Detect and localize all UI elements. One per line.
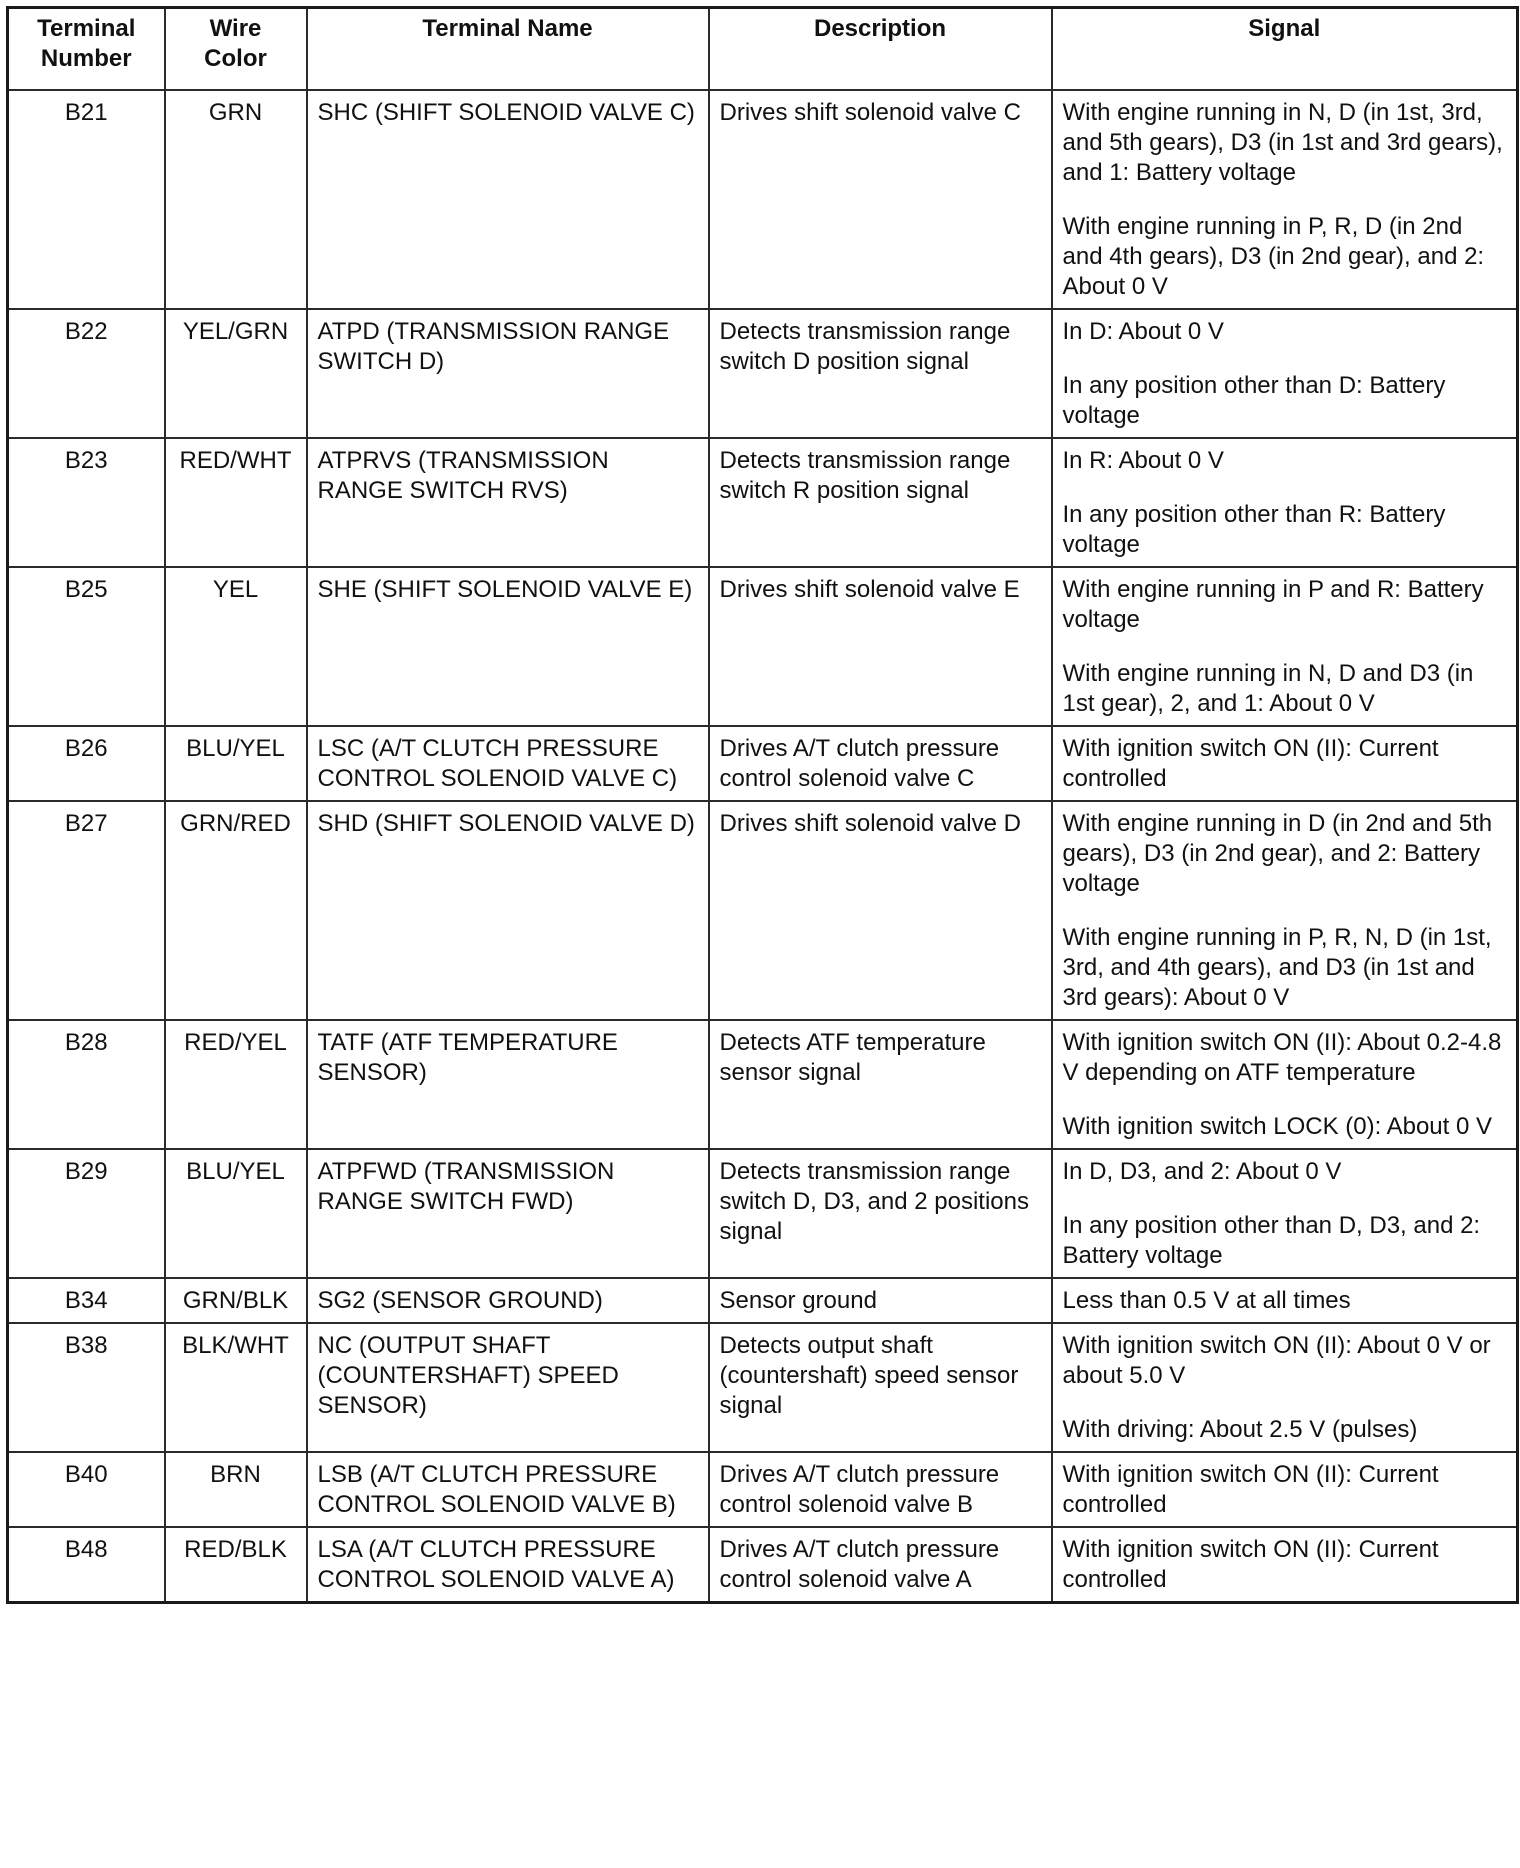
signal-line: In any position other than R: Battery voltage — [1062, 501, 1446, 558]
signal-line: With engine running in D (in 2nd and 5th gears), D3 (in 2nd gear), and 2: Battery voltage — [1062, 810, 1493, 897]
signal-cell — [1052, 567, 1518, 726]
signal-line: Less than 0.5 V at all times — [1062, 1287, 1351, 1314]
terminal-number-cell: B28 — [8, 1020, 165, 1149]
wire-color-cell: RED/WHT — [165, 438, 307, 567]
terminal-number-cell: B29 — [8, 1149, 165, 1278]
signal-line: With engine running in N, D (in 1st, 3rd, and 5th gears), D3 (in 1st and 3rd gears), and 1: Battery voltage — [1062, 99, 1503, 186]
wire-color-cell: YEL — [165, 567, 307, 726]
table-row — [8, 1149, 1518, 1278]
signal-cell — [1052, 90, 1518, 309]
wire-color-cell: BLK/WHT — [165, 1323, 307, 1452]
terminal-number-cell: B23 — [8, 438, 165, 567]
terminal-name-cell: SHD (SHIFT SOLENOID VALVE D) — [307, 801, 709, 1020]
signal-cell — [1052, 1527, 1518, 1603]
wire-color-cell: GRN/BLK — [165, 1278, 307, 1323]
table-row — [8, 90, 1518, 309]
signal-cell — [1052, 438, 1518, 567]
description-cell: Drives shift solenoid valve D — [709, 801, 1052, 1020]
terminal-number-cell: B26 — [8, 726, 165, 801]
wire-color-cell: YEL/GRN — [165, 309, 307, 438]
description-cell: Drives A/T clutch pressure control solenoid valve A — [709, 1527, 1052, 1603]
signal-line: In any position other than D: Battery voltage — [1062, 372, 1446, 429]
terminal-number-cell: B22 — [8, 309, 165, 438]
terminal-number-cell: B34 — [8, 1278, 165, 1323]
terminal-table — [6, 6, 1519, 1604]
table-row — [8, 1278, 1518, 1323]
table-body — [8, 90, 1518, 1603]
wire-color-cell: RED/YEL — [165, 1020, 307, 1149]
description-cell: Detects transmission range switch R position signal — [709, 438, 1052, 567]
signal-cell — [1052, 1149, 1518, 1278]
table-row — [8, 726, 1518, 801]
terminal-name-cell: SG2 (SENSOR GROUND) — [307, 1278, 709, 1323]
signal-line: With ignition switch ON (II): About 0 V or about 5.0 V — [1062, 1332, 1491, 1389]
signal-line: With ignition switch ON (II): Current controlled — [1062, 1536, 1439, 1593]
header-terminal-name: Terminal Name — [307, 8, 709, 91]
table-row — [8, 801, 1518, 1020]
table-row — [8, 438, 1518, 567]
terminal-name-cell: LSC (A/T CLUTCH PRESSURE CONTROL SOLENOID VALVE C) — [307, 726, 709, 801]
signal-cell — [1052, 1020, 1518, 1149]
terminal-number-cell: B40 — [8, 1452, 165, 1527]
signal-line: With engine running in P, R, N, D (in 1st, 3rd, and 4th gears), and D3 (in 1st and 3rd gears): About 0 V — [1062, 924, 1492, 1011]
terminal-name-cell: NC (OUTPUT SHAFT (COUNTERSHAFT) SPEED SENSOR) — [307, 1323, 709, 1452]
description-cell: Drives A/T clutch pressure control solenoid valve C — [709, 726, 1052, 801]
wire-color-cell: BRN — [165, 1452, 307, 1527]
terminal-name-cell: ATPRVS (TRANSMISSION RANGE SWITCH RVS) — [307, 438, 709, 567]
wire-color-cell: RED/BLK — [165, 1527, 307, 1603]
description-cell: Drives shift solenoid valve E — [709, 567, 1052, 726]
header-row — [8, 8, 1518, 91]
signal-cell — [1052, 1452, 1518, 1527]
signal-line: In D, D3, and 2: About 0 V — [1062, 1158, 1342, 1185]
signal-line: With ignition switch ON (II): Current controlled — [1062, 1461, 1439, 1518]
terminal-number-cell: B48 — [8, 1527, 165, 1603]
terminal-name-cell: SHC (SHIFT SOLENOID VALVE C) — [307, 90, 709, 309]
signal-cell — [1052, 726, 1518, 801]
signal-line: In R: About 0 V — [1062, 447, 1224, 474]
signal-line: With driving: About 2.5 V (pulses) — [1062, 1416, 1418, 1443]
terminal-number-cell: B21 — [8, 90, 165, 309]
signal-line: With engine running in P, R, D (in 2nd and 4th gears), D3 (in 2nd gear), and 2: About 0 V — [1062, 213, 1485, 300]
wire-color-cell: BLU/YEL — [165, 1149, 307, 1278]
signal-cell — [1052, 309, 1518, 438]
signal-line: With engine running in P and R: Battery voltage — [1062, 576, 1484, 633]
terminal-name-cell: LSA (A/T CLUTCH PRESSURE CONTROL SOLENOID VALVE A) — [307, 1527, 709, 1603]
header-terminal-number: Terminal Number — [8, 8, 165, 91]
description-cell: Drives A/T clutch pressure control solenoid valve B — [709, 1452, 1052, 1527]
description-cell: Drives shift solenoid valve C — [709, 90, 1052, 309]
description-cell: Detects transmission range switch D, D3, and 2 positions signal — [709, 1149, 1052, 1278]
wire-color-cell: BLU/YEL — [165, 726, 307, 801]
table-row — [8, 309, 1518, 438]
description-cell: Sensor ground — [709, 1278, 1052, 1323]
signal-line: With ignition switch LOCK (0): About 0 V — [1062, 1113, 1493, 1140]
terminal-name-cell: SHE (SHIFT SOLENOID VALVE E) — [307, 567, 709, 726]
signal-line: In any position other than D, D3, and 2: Battery voltage — [1062, 1212, 1481, 1269]
wire-color-cell: GRN — [165, 90, 307, 309]
terminal-name-cell: ATPD (TRANSMISSION RANGE SWITCH D) — [307, 309, 709, 438]
header-description: Description — [709, 8, 1052, 91]
signal-line: In D: About 0 V — [1062, 318, 1224, 345]
terminal-number-cell: B27 — [8, 801, 165, 1020]
signal-line: With engine running in N, D and D3 (in 1st gear), 2, and 1: About 0 V — [1062, 660, 1474, 717]
terminal-number-cell: B38 — [8, 1323, 165, 1452]
signal-cell — [1052, 1278, 1518, 1323]
table-header — [8, 8, 1518, 91]
terminal-name-cell: TATF (ATF TEMPERATURE SENSOR) — [307, 1020, 709, 1149]
table-row — [8, 1323, 1518, 1452]
wire-color-cell: GRN/RED — [165, 801, 307, 1020]
table-row — [8, 1527, 1518, 1603]
terminal-name-cell: ATPFWD (TRANSMISSION RANGE SWITCH FWD) — [307, 1149, 709, 1278]
table-row — [8, 1452, 1518, 1527]
table-row — [8, 567, 1518, 726]
description-cell: Detects output shaft (countershaft) speed sensor signal — [709, 1323, 1052, 1452]
terminal-name-cell: LSB (A/T CLUTCH PRESSURE CONTROL SOLENOID VALVE B) — [307, 1452, 709, 1527]
signal-line: With ignition switch ON (II): Current controlled — [1062, 735, 1439, 792]
signal-line: With ignition switch ON (II): About 0.2-4.8 V depending on ATF temperature — [1062, 1029, 1502, 1086]
terminal-table-sheet — [6, 6, 1516, 1604]
header-signal: Signal — [1052, 8, 1518, 91]
description-cell: Detects transmission range switch D position signal — [709, 309, 1052, 438]
signal-cell — [1052, 801, 1518, 1020]
table-row — [8, 1020, 1518, 1149]
signal-cell — [1052, 1323, 1518, 1452]
terminal-number-cell: B25 — [8, 567, 165, 726]
header-wire-color: Wire Color — [165, 8, 307, 91]
description-cell: Detects ATF temperature sensor signal — [709, 1020, 1052, 1149]
